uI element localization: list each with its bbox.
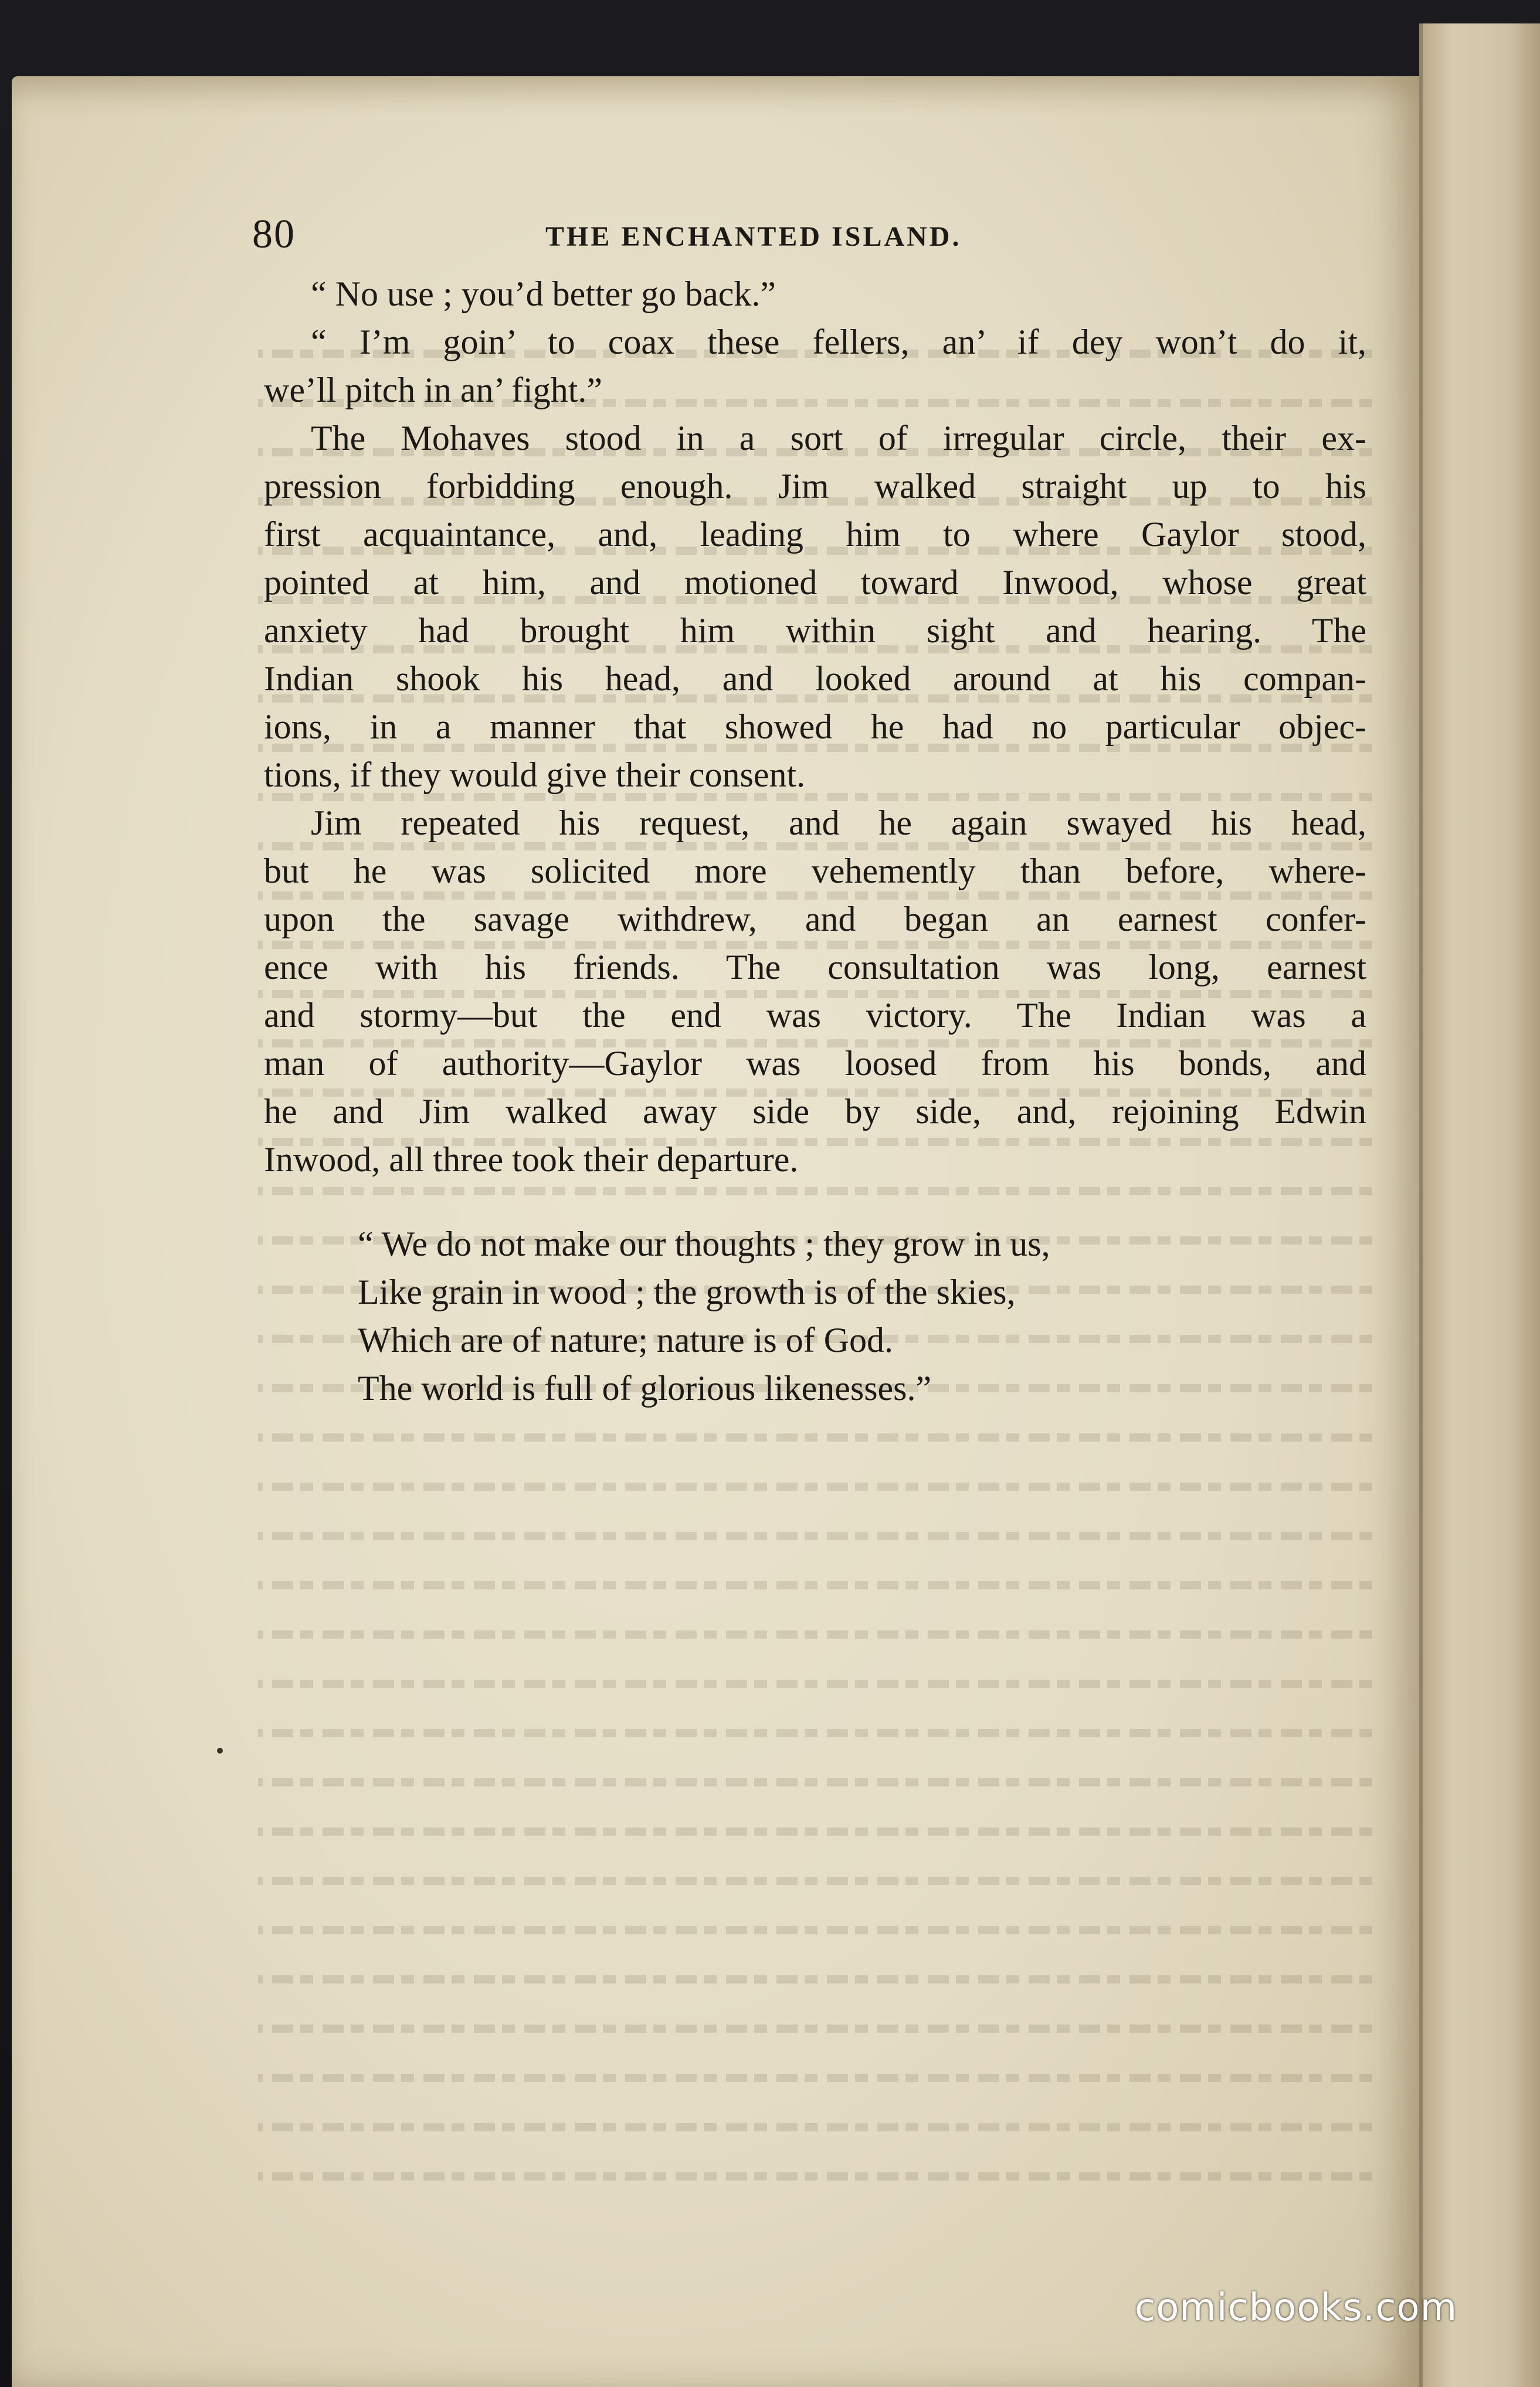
poem-line: The world is full of glorious likenesses.” [358,1369,932,1408]
text-line: we’ll pitch in an’ fight.” [264,371,603,409]
site-watermark: comicbooks.com [1135,2286,1458,2330]
text-line: The Mohaves stood in a sort of irregular circle, their ex- [311,419,1366,457]
text-line: but he was solicited more vehemently than before, where- [264,852,1366,890]
paper-speck [217,1748,223,1754]
bleed-line [258,1462,1372,1511]
bleed-line [258,2151,1372,2200]
bleed-line [258,2003,1372,2053]
bleed-line [258,1954,1372,2003]
text-line: ions, in a manner that showed he had no particular objec- [264,707,1366,746]
text-line: Inwood, all three took their departure. [264,1140,799,1179]
poem-line: Which are of nature; nature is of God. [358,1321,893,1359]
text-line: Indian shook his head, and looked around at his compan- [264,659,1366,698]
page-number: 80 [252,212,296,257]
text-line: tions, if they would give their consent. [264,755,806,794]
text-line: he and Jim walked away side by side, and, rejoining Edwin [264,1092,1366,1131]
bleed-line [258,1511,1372,1560]
text-line: “ No use ; you’d better go back.” [311,274,776,313]
bleed-line [258,1560,1372,1609]
running-title: THE ENCHANTED ISLAND. [545,221,962,252]
bleed-line [258,1757,1372,1806]
text-line: anxiety had brought him within sight and hearing. The [264,611,1366,650]
poem-quotation [264,1220,1366,1412]
text-line: and stormy—but the end was victory. The Indian was a [264,996,1366,1035]
page-text [252,212,1366,1412]
bleed-line [258,1856,1372,1905]
facing-page-edge [1419,23,1540,2387]
bleed-line [258,2053,1372,2102]
text-line: upon the savage withdrew, and began an earnest confer- [264,900,1366,938]
bleed-line [258,1609,1372,1659]
text-line: pression forbidding enough. Jim walked straight up to his [264,467,1366,506]
bleed-line [258,2102,1372,2151]
text-line: man of authority—Gaylor was loosed from his bonds, and [264,1044,1366,1083]
bleed-line [258,1659,1372,1708]
text-line: “ I’m goin’ to coax these fellers, an’ if dey won’t do it, [311,323,1366,361]
text-line: first acquaintance, and, leading him to where Gaylor stood, [264,515,1366,554]
running-head [252,212,1366,270]
bleed-line [258,1412,1372,1462]
bleed-line [258,1905,1372,1954]
poem-line: “ We do not make our thoughts ; they grow in us, [358,1225,1050,1263]
text-line: ence with his friends. The consultation was long, earnest [264,948,1366,986]
body-paragraphs [264,270,1366,1184]
bleed-line [258,1708,1372,1757]
text-line: pointed at him, and motioned toward Inwood, whose great [264,563,1366,602]
text-line: Jim repeated his request, and he again swayed his head, [311,803,1366,842]
poem-line: Like grain in wood ; the growth is of the skies, [358,1273,1016,1311]
bleed-line [258,1806,1372,1856]
